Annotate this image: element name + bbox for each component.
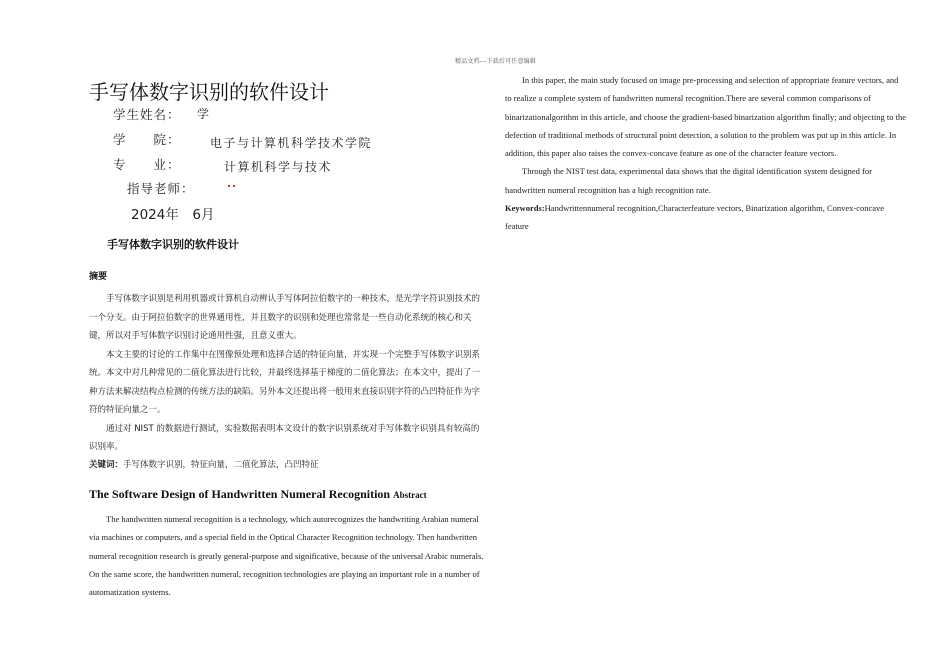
page-watermark: 精品文档---下载后可任意编辑 (455, 58, 537, 65)
thesis-date: 2024年 6月 (131, 207, 215, 223)
abstract-paragraph-cn-1: 手写体数字识别是利用机器或计算机自动辨认手写体阿拉伯数字的一种技术，是光学字符识别技术的一个分支。由于阿拉伯数字的世界通用性，并且数字的识别和处理也常常是一些自动化系统的核心和关键，所以对手写体数字识别讨论通用性强，且意义重大。 (89, 294, 481, 341)
abstract-paragraph-cn-3: 通过对 NIST 的数据进行测试，实验数据表明本文设计的数字识别系统对手写体数字识别具有较高的识别率。 (89, 423, 480, 452)
keywords-label-en: Keywords: (505, 203, 545, 214)
abstract-heading-cn: 摘要 (89, 272, 108, 282)
abstract-title-cn: 手写体数字识别的软件设计 (107, 238, 239, 251)
spell-check-mark (228, 172, 238, 174)
thesis-title-en (89, 487, 427, 502)
student-name-label: 学生姓名： (113, 107, 181, 122)
thesis-title-cn: 手写体数字识别的软件设计 (89, 80, 329, 104)
student-name-value: 学 (197, 107, 211, 121)
college-value: 电子与计算机科学技术学院 (210, 136, 373, 150)
keywords-value-cn: 手写体数字识别，特征向量，二值化算法，凸凹特征 (123, 460, 319, 470)
major-value: 计算机科学与技术 (224, 160, 333, 174)
college-label: 学 院： (113, 132, 181, 147)
abstract-body-en-right (505, 71, 907, 236)
abstract-paragraph-en-1: The handwritten numeral recognition is a technology, which autorecognizes the handwriting Arabian numeral via machines or computers, and a special field in the Optical Character Recognition technology. Then handwritten numeral recognition research is greatly general-purpose and significative, because of the universal Arabic numerals. On the same score, the handwritten numeral, recognition technologies are playing an important role in a number of automatization systems. (89, 514, 484, 598)
keywords-en (505, 199, 907, 236)
abstract-paragraph-en-3: Through the NIST test data, experimental data shows that the digital identification system designed for handwritten numeral recognition has a high recognition rate. (505, 166, 872, 195)
abstract-body-en-left (89, 510, 489, 601)
keywords-label-cn: 关键词： (89, 460, 124, 470)
advisor-label: 指导老师： (127, 181, 195, 196)
keywords-cn (89, 458, 319, 470)
keywords-value-en: Handwrittennumeral recognition,Characterfeature vectors, Binarization algorithm, Convex-concave feature (505, 203, 885, 232)
abstract-body-cn (89, 290, 487, 457)
abstract-heading-en: Abstract (393, 490, 427, 500)
abstract-paragraph-cn-2: 本文主要的讨论的工作集中在图像预处理和选择合适的特征向量，并实现一个完整手写体数字识别系统。本文中对几种常见的二值化算法进行比较，并最终选择基于梯度的二值化算法；在本文中，提出了一种方法来解决结构点检测的传统方法的缺陷。另外本文还提出将一般用来直接识别字符的凸凹特征作为字符的特征向量之一。 (89, 349, 481, 415)
major-label: 专 业： (113, 157, 181, 172)
abstract-paragraph-en-2: In this paper, the main study focused on image pre-processing and selection of appropriate feature vectors, and to realize a complete system of handwritten numeral recognition.There are several common comparisons of binarizationalgorithm in this article, and choose the gradient-based binarization algorithm finally; and objecting to the defection of traditional methods of structural point detection, a solution to the problem was put up in this article. In addition, this paper also raises the convex-concave feature as one of the character feature vectors. (505, 75, 907, 159)
title-en-text: The Software Design of Handwritten Numeral Recognition (89, 487, 391, 501)
